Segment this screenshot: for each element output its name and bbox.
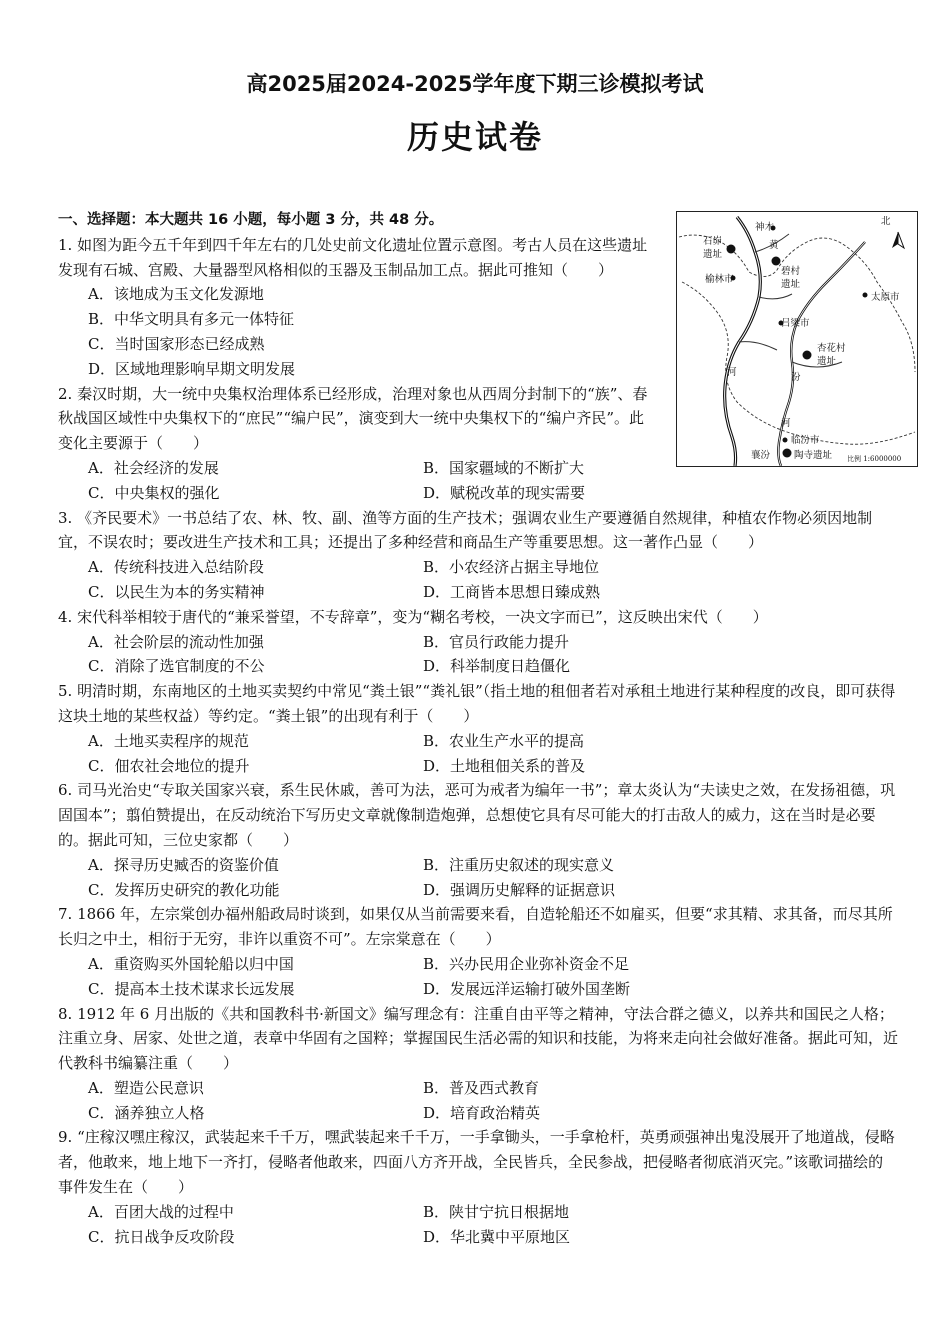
yulin-label: 榆林市	[705, 274, 734, 285]
question-7-option-d[interactable]: D．发展远洋运输打破外国垄断	[423, 979, 631, 998]
question-9-option-a[interactable]: A．百团大战的过程中	[88, 1202, 234, 1221]
question-6-option-c[interactable]: C．发挥历史研究的教化功能	[88, 880, 280, 899]
question-6-option-a[interactable]: A．探寻历史臧否的资鉴价值	[88, 855, 279, 874]
question-9-options	[88, 1200, 898, 1250]
question-1-option-d[interactable]: D．区域地理影响早期文明发展	[88, 359, 296, 378]
he-left-label: 河	[727, 367, 737, 378]
question-1-option-c[interactable]: C．当时国家形态已经成熟	[88, 334, 265, 353]
shimao-label-2: 遗址	[703, 249, 723, 260]
taosi-label: 陶寺遗址	[794, 450, 833, 461]
question-3-option-b[interactable]: B．小农经济占据主导地位	[423, 558, 600, 577]
question-4-stem: 4. 宋代科举相较于唐代的“兼采誉望，不专辞章”，变为“糊名考校，一决文字而已”，这反映出宋代（ ）	[58, 607, 768, 626]
question-5-stem: 5. 明清时期，东南地区的土地买卖契约中常见“粪土银”“粪礼银”（指土地的租佃者若对承租土地进行某种程度的改良，即可获得这块土地的某些权益）等约定。“粪土银”的出现有利于（ ）	[58, 682, 896, 725]
question-5-option-a[interactable]: A．土地买卖程序的规范	[88, 731, 249, 750]
bicun-label-1: 碧村	[781, 266, 801, 277]
question-8-stem: 8. 1912 年 6 月出版的《共和国教科书·新国文》编写理念有：注重自由平等之精神，守法合群之德义，以养共和国民之人格；注重立身、居家、处世之道，表章中华固有之国粹；掌握国民生活必需的知识和技能，为将来走向社会做好准备。据此可知，近代教科书编纂注重（ ）	[58, 1004, 899, 1073]
question-8-option-a[interactable]: A．塑造公民意识	[88, 1078, 204, 1097]
shimao-label-1: 石峁	[703, 236, 723, 247]
scale-label: 比例 1:6000000	[847, 455, 902, 463]
question-2-options	[88, 456, 898, 506]
subject-title: 历史试卷	[406, 118, 543, 156]
question-4-option-d[interactable]: D．科举制度日趋僵化	[423, 657, 571, 676]
question-9-option-b[interactable]: B．陕甘宁抗日根据地	[423, 1202, 570, 1221]
question-3-options	[88, 555, 898, 605]
question-5-options	[88, 729, 898, 779]
question-7-option-c[interactable]: C．提高本土技术谋求长远发展	[88, 979, 295, 998]
question-8-options	[88, 1076, 898, 1126]
question-4-option-a[interactable]: A．社会阶层的流动性加强	[88, 632, 264, 651]
question-6-option-b[interactable]: B．注重历史叙述的现实意义	[423, 855, 615, 874]
question-7-options	[88, 952, 898, 1002]
fen-label: 汾	[791, 372, 801, 383]
question-3-option-a[interactable]: A．传统科技进入总结阶段	[88, 558, 264, 577]
he-right-label: 河	[781, 418, 791, 429]
lvliang-label: 吕梁市	[781, 318, 810, 329]
question-list	[58, 208, 898, 1249]
question-2-stem: 2. 秦汉时期，大一统中央集权治理体系已经形成，治理对象也从西周分封制下的“族”、春秋战国区域性中央集权下的“庶民”“编户民”，演变到大一统中央集权下的“编户齐民”。此变化主要源于（ ）	[58, 384, 648, 453]
question-6-option-d[interactable]: D．强调历史解释的证据意识	[423, 880, 616, 899]
question-3-stem: 3. 《齐民要术》一书总结了农、林、牧、副、渔等方面的生产技术；强调农业生产要遵循自然规律，种植农作物必须因地制宜，不误农时；要改进生产技术和工具；还提出了多种经营和商品生产等重要思想。这一著作凸显（ ）	[58, 508, 873, 552]
question-2-option-a[interactable]: A．社会经济的发展	[88, 458, 219, 477]
huang-label: 黄	[769, 240, 779, 251]
question-7-stem: 7. 1866 年，左宗棠创办福州船政局时谈到，如果仅从当前需要来看，自造轮船还不如雇买，但要“求其精、求其备，而尽其所长归之中土，相衍于无穷，非许以重资不可”。左宗棠意在（ ）	[58, 905, 893, 949]
xinghua-label-1: 杏花村	[817, 343, 846, 354]
question-1-options	[88, 282, 898, 381]
question-7-option-a[interactable]: A．重资购买外国轮船以归中国	[88, 954, 294, 973]
shenmu-label: 神木	[755, 222, 775, 233]
north-arrow-outline	[898, 232, 904, 248]
north-label: 北	[881, 216, 891, 227]
question-8-option-b[interactable]: B．普及西式教育	[423, 1078, 540, 1097]
linfen-label: 临汾市	[791, 435, 820, 446]
question-2-option-d[interactable]: D．赋税改革的现实需要	[423, 483, 586, 502]
question-6-stem: 6. 司马光治史“专取关国家兴衰，系生民休戚，善可为法，恶可为戒者为编年一书”；章太炎认为“夫读史之效，在发扬祖德，巩固国本”；翦伯赞提出，在反动统治下写历史文章就像制造炮弹，总想使它具有尽可能大的打击敌人的威力，这在当时是必要的。据此可知，三位史家都（ ）	[58, 781, 896, 849]
question-6-options	[88, 853, 898, 903]
question-3-option-c[interactable]: C．以民生为本的务实精神	[88, 582, 265, 601]
bicun-label-2: 遗址	[781, 279, 801, 290]
question-3-option-d[interactable]: D．工商皆本思想日臻成熟	[423, 582, 601, 601]
xiangfen-label: 襄汾	[751, 450, 771, 461]
taiyuan-label: 太原市	[871, 292, 900, 303]
question-7-option-b[interactable]: B．兴办民用企业弥补资金不足	[423, 954, 630, 973]
question-4-options	[88, 630, 898, 680]
question-8-option-d[interactable]: D．培育政治精英	[423, 1103, 541, 1122]
section-heading: 一、选择题：本大题共 16 小题，每小题 3 分，共 48 分。	[58, 212, 444, 228]
question-4-option-b[interactable]: B．官员行政能力提升	[423, 632, 570, 651]
question-9-option-d[interactable]: D．华北冀中平原地区	[423, 1227, 571, 1246]
question-1-option-a[interactable]: A．该地成为玉文化发源地	[88, 285, 264, 304]
question-1-stem: 1. 如图为距今五千年到四千年左右的几处史前文化遗址位置示意图。考古人员在这些遗址发现有石城、宫殿、大量器型风格相似的玉器及玉制品加工点。据此可推知（ ）	[58, 235, 648, 279]
xinghua-label-2: 遗址	[817, 356, 837, 367]
question-8-option-c[interactable]: C．涵养独立人格	[88, 1103, 205, 1122]
question-2-option-c[interactable]: C．中央集权的强化	[88, 483, 220, 502]
question-9-option-c[interactable]: C．抗日战争反攻阶段	[88, 1227, 235, 1246]
question-9-stem: 9. “庄稼汉嘿庄稼汉，武装起来千千万，嘿武装起来千千万，一手拿锄头，一手拿枪杆，英勇顽强神出鬼没展开了地道战，侵略者，他敢来，地上地下一齐打，侵略者他敢来，四面八方齐开战，全民皆兵，全民参战，把侵略者彻底消灭完。”该歌词描绘的事件发生在（ ）	[58, 1128, 895, 1197]
question-2-option-b[interactable]: B．国家疆域的不断扩大	[423, 458, 585, 477]
question-5-option-d[interactable]: D．土地租佃关系的普及	[423, 756, 586, 775]
question-1-option-b[interactable]: B．中华文明具有多元一体特征	[88, 310, 295, 329]
question-5-option-b[interactable]: B．农业生产水平的提高	[423, 731, 585, 750]
question-4-option-c[interactable]: C．消除了选官制度的不公	[88, 657, 265, 676]
exam-title: 高2025届2024-2025学年度下期三诊模拟考试	[246, 72, 704, 96]
question-5-option-c[interactable]: C．佃农社会地位的提升	[88, 756, 250, 775]
